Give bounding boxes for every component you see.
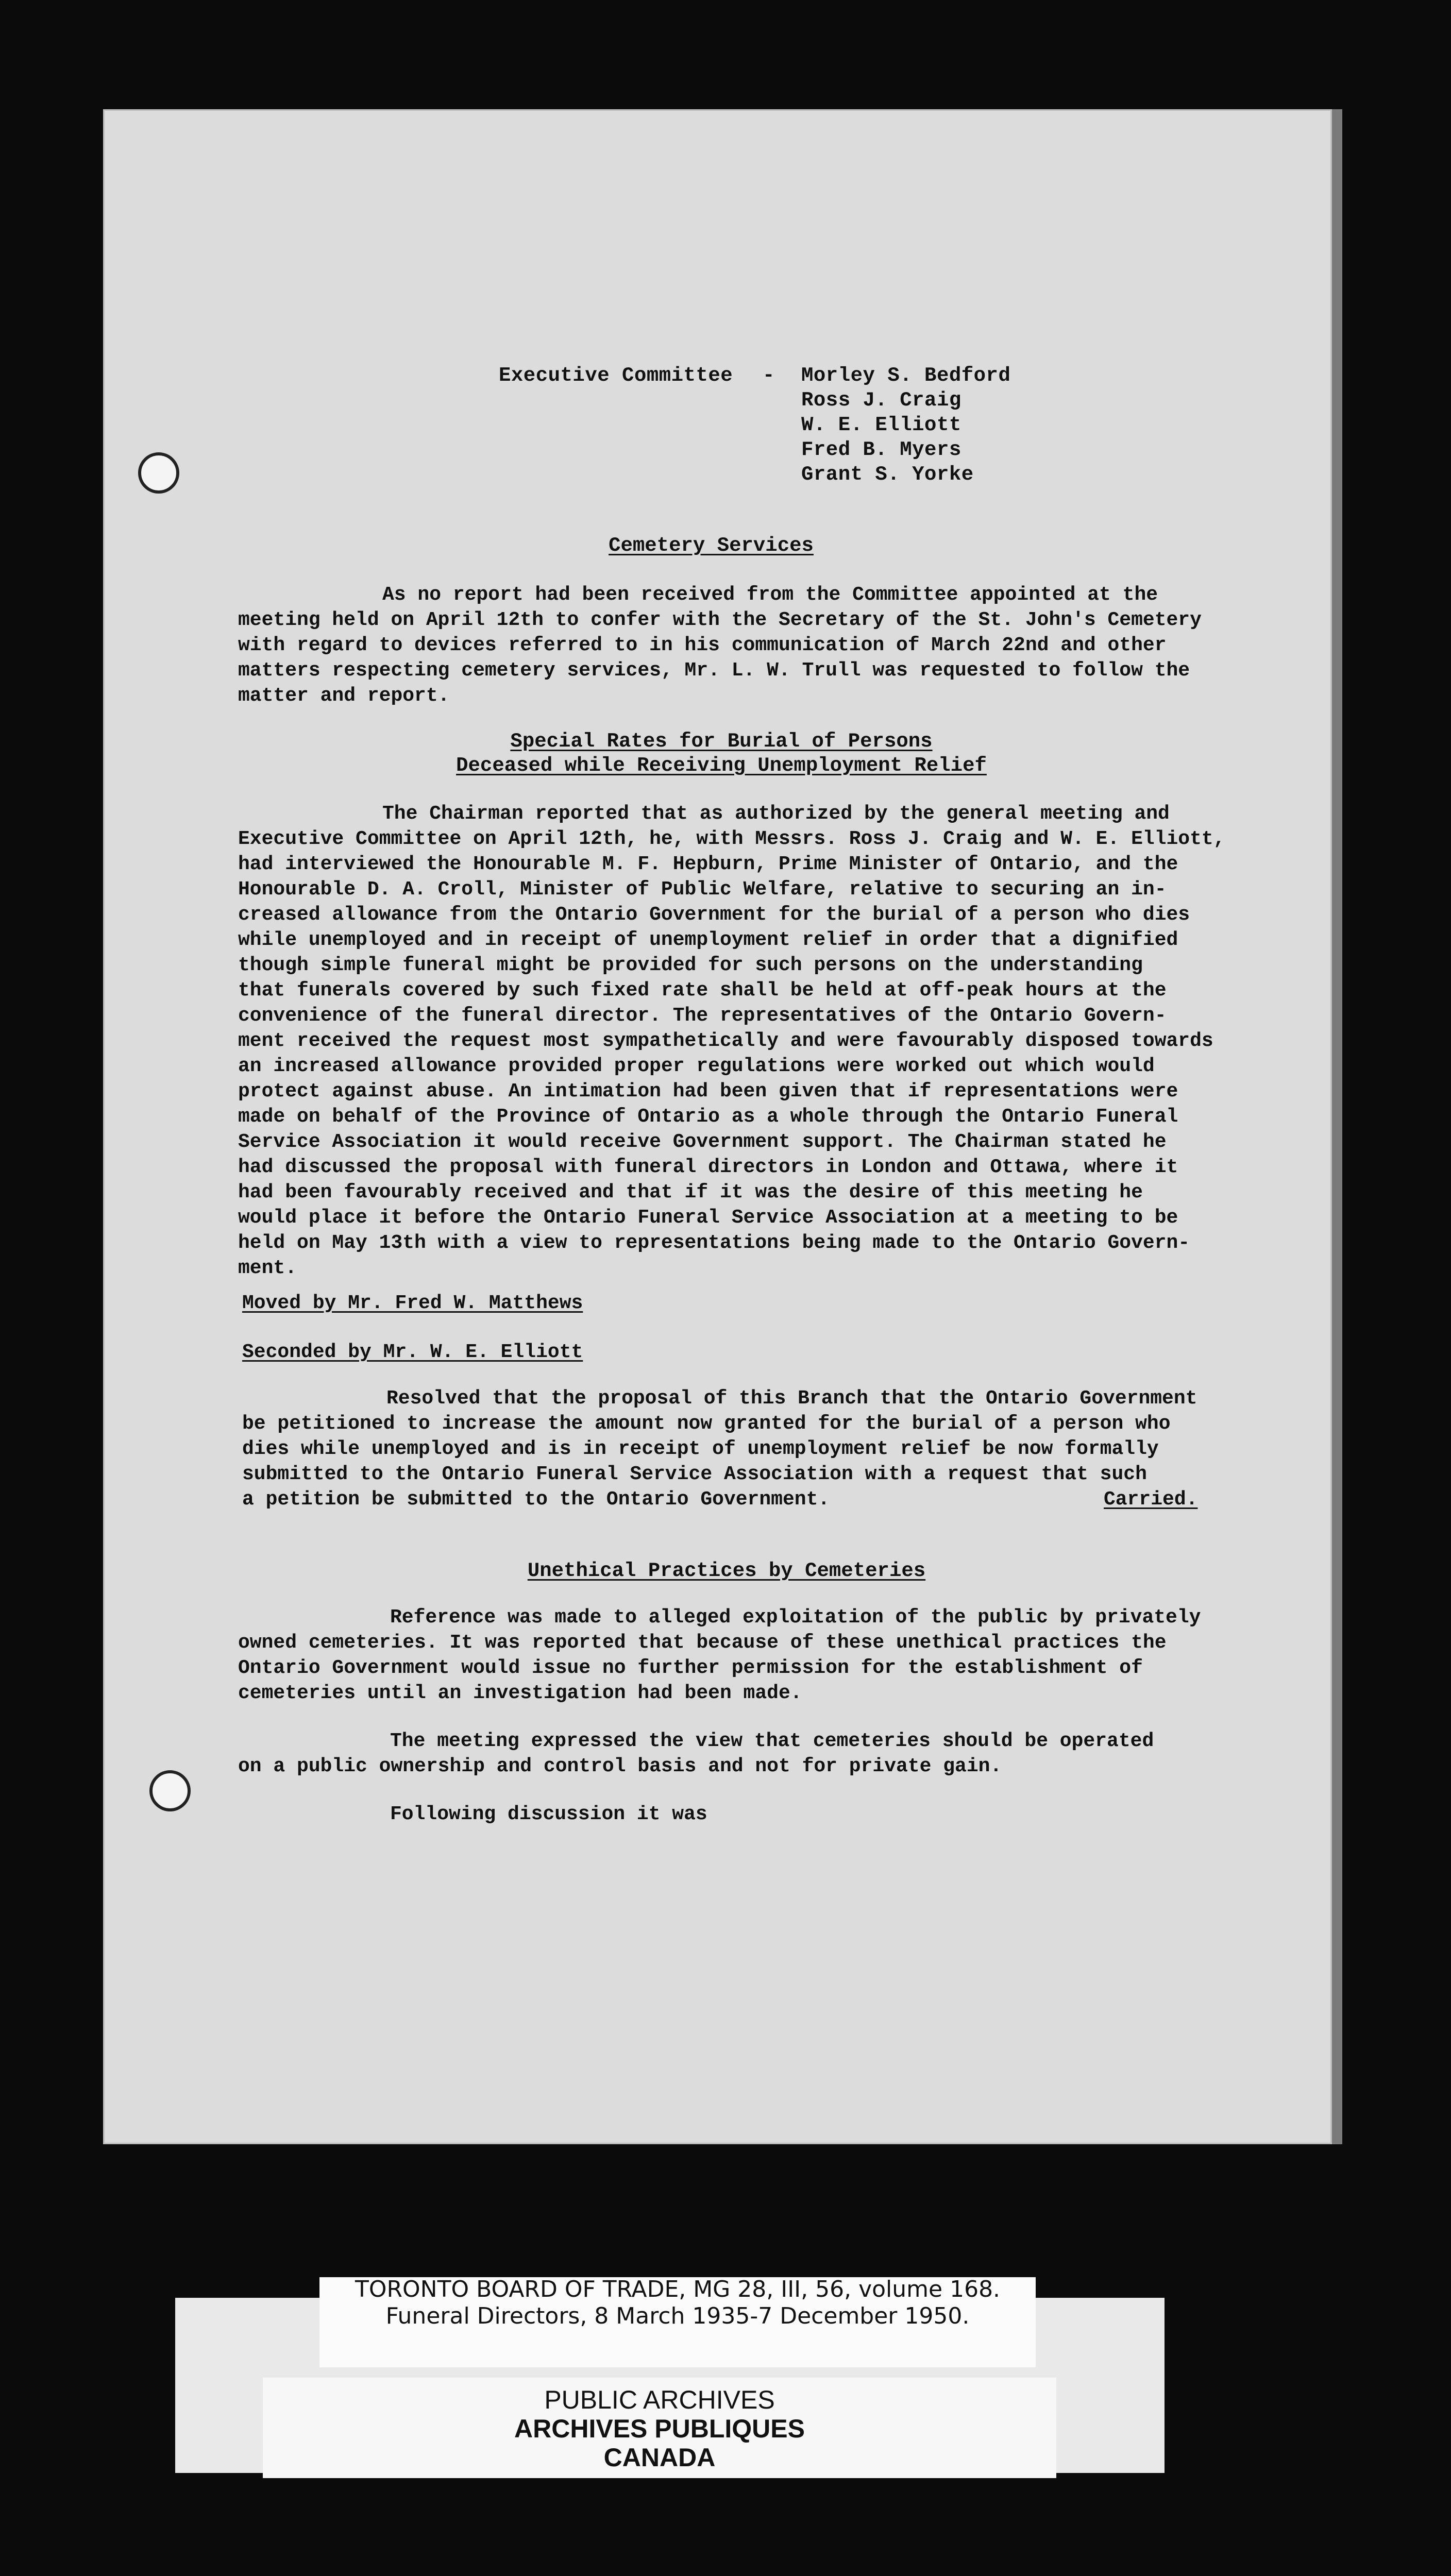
archive-stamp: [263, 2385, 1056, 2472]
punch-hole-top: [138, 452, 179, 494]
paragraph-unethical-1: Reference was made to alleged exploitation of the public by privately owned cemeteries. It was reported that because of these unethical practices the Ontario Government would issue no further permission for the establishment of cemeteries until an investigation had been made.: [238, 1606, 1201, 1704]
committee-label: Executive Committee: [499, 364, 733, 387]
heading-cemetery-services: Cemetery Services: [609, 534, 814, 557]
committee-member: Fred B. Myers: [801, 438, 961, 461]
heading-unethical-practices: Unethical Practices by Cemeteries: [527, 1560, 926, 1582]
committee-member: Ross J. Craig: [801, 389, 961, 412]
archive-reference-line2: Funeral Directors, 8 March 1935-7 December 1950.: [385, 2303, 970, 2329]
archive-reference: [319, 2276, 1036, 2330]
committee-members: [801, 363, 1010, 487]
committee-dash: -: [763, 364, 775, 387]
archive-stamp-line2: ARCHIVES PUBLIQUES: [514, 2414, 805, 2443]
paragraph-unethical-2: The meeting expressed the view that cemeteries should be operated on a public ownership and control basis and not for private gain.: [238, 1730, 1154, 1777]
moved-by: Moved by Mr. Fred W. Matthews: [242, 1292, 583, 1314]
archive-stamp-line3: CANADA: [603, 2443, 716, 2472]
seconded-by: Seconded by Mr. W. E. Elliott: [242, 1341, 583, 1363]
committee-member: Morley S. Bedford: [801, 364, 1011, 387]
carried-text: Carried.: [1104, 1488, 1198, 1511]
paragraph-special-rates: The Chairman reported that as authorized by the general meeting and Executive Committee on April 12th, he, with Messrs. Ross J. Craig and W. E. Elliott, had interviewed the Honourable M. F. Hepburn, Prime Minister of Ontario, and the Honourable D. A. Croll, Minister of Public Welfare, relative to securing an in- creased allowance from the Ontario Government for the burial of a person who dies while unemployed and in receipt of unemployment relief in order that a dignified though simple funeral might be provided for such persons on the understanding that funerals covered by such fixed rate shall be held at off-peak hours at the convenience of the funeral director. The representatives of the Ontario Govern- ment received the request most sympathetically and were favourably disposed towards an increased allowance provided proper regulations were worked out which would protect against abuse. An intimation had been given that if representations were made on behalf of the Province of Ontario as a whole through the Ontario Funeral Service Association it would receive Government support. The Chairman stated he had discussed the proposal with funeral directors in London and Ottawa, where it had been favourably received and that if it was the desire of this meeting he would place it before the Ontario Funeral Service Association at a meeting to be held on May 13th with a view to representations being made to the Ontario Govern- ment.: [238, 803, 1225, 1279]
paragraph-cemetery-services: As no report had been received from the Committee appointed at the meeting held on April 12th to confer with the Secretary of the St. John's Cemetery with regard to devices referred to in his communication of March 22nd and other matters respecting cemetery services, Mr. L. W. Trull was requested to follow the matter and report.: [238, 584, 1202, 707]
committee-member: W. E. Elliott: [801, 414, 961, 436]
punch-hole-bottom: [149, 1770, 191, 1811]
heading-special-rates-line2: Deceased while Receiving Unemployment Relief: [456, 754, 987, 777]
heading-special-rates-line1: Special Rates for Burial of Persons: [510, 730, 933, 753]
page-edge: [1332, 109, 1342, 2144]
archive-stamp-line1: PUBLIC ARCHIVES: [544, 2385, 775, 2414]
archive-reference-line1: TORONTO BOARD OF TRADE, MG 28, III, 56, volume 168.: [355, 2276, 1001, 2302]
committee-member: Grant S. Yorke: [801, 463, 974, 486]
paragraph-resolution: Resolved that the proposal of this Branch that the Ontario Government be petitioned to increase the amount now granted for the burial of a person who dies while unemployed and is in receipt of unemployment relief be now formally submitted to the Ontario Funeral Service Association with a request that such a petition be submitted to the Ontario Government.: [242, 1387, 1197, 1511]
paragraph-unethical-3: Following discussion it was: [390, 1803, 707, 1825]
